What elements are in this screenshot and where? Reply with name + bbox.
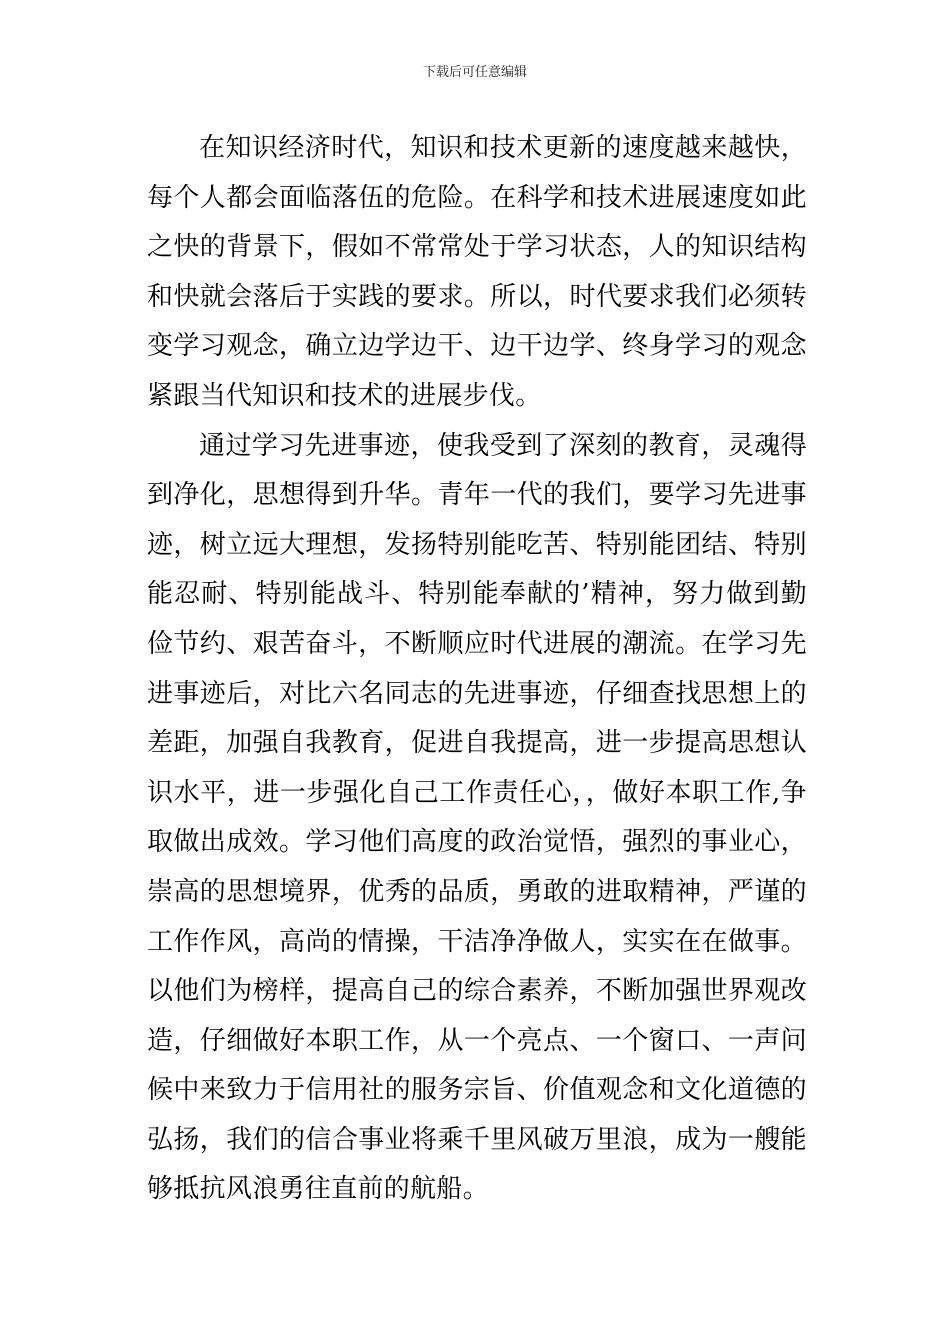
- document-body: [147, 124, 807, 1215]
- paragraph-2: 通过学习先进事迹，使我受到了深刻的教育，灵魂得到净化，思想得到升华。青年一代的我们，要学习先进事迹，树立远大理想，发扬特别能吃苦、特别能团结、特别能忍耐、特别能战斗、特别能奉献的’精神，努力做到勤俭节约、艰苦奋斗，不断顺应时代进展的潮流。在学习先进事迹后，对比六名同志的先进事迹，仔细查找思想上的差距，加强自我教育，促进自我提高，进一步提高思想认识水平，进一步强化自己工作责任心，，做好本职工作,争取做出成效。学习他们高度的政治觉悟，强烈的事业心，崇高的思想境界，优秀的品质，勇敢的进取精神，严谨的工作作风，高尚的情操，干洁净净做人，实实在在做事。以他们为榜样，提高自己的综合素养，不断加强世界观改造，仔细做好本职工作，从一个亮点、一个窗口、一声问候中来致力于信用社的服务宗旨、价值观念和文化道德的弘扬，我们的信合事业将乘千里风破万里浪，成为一艘能够抵抗风浪勇往直前的航船。: [147, 430, 807, 1205]
- page-header: 下载后可任意编辑: [422, 65, 527, 80]
- paragraph-1: 在知识经济时代，知识和技术更新的速度越来越快，每个人都会面临落伍的危险。在科学和技术进展速度如此之快的背景下，假如不常常处于学习状态，人的知识结构和快就会落后于实践的要求。所以，时代要求我们必须转变学习观念，确立边学边干、边干边学、终身学习的观念紧跟当代知识和技术的进展步伐。: [147, 133, 807, 411]
